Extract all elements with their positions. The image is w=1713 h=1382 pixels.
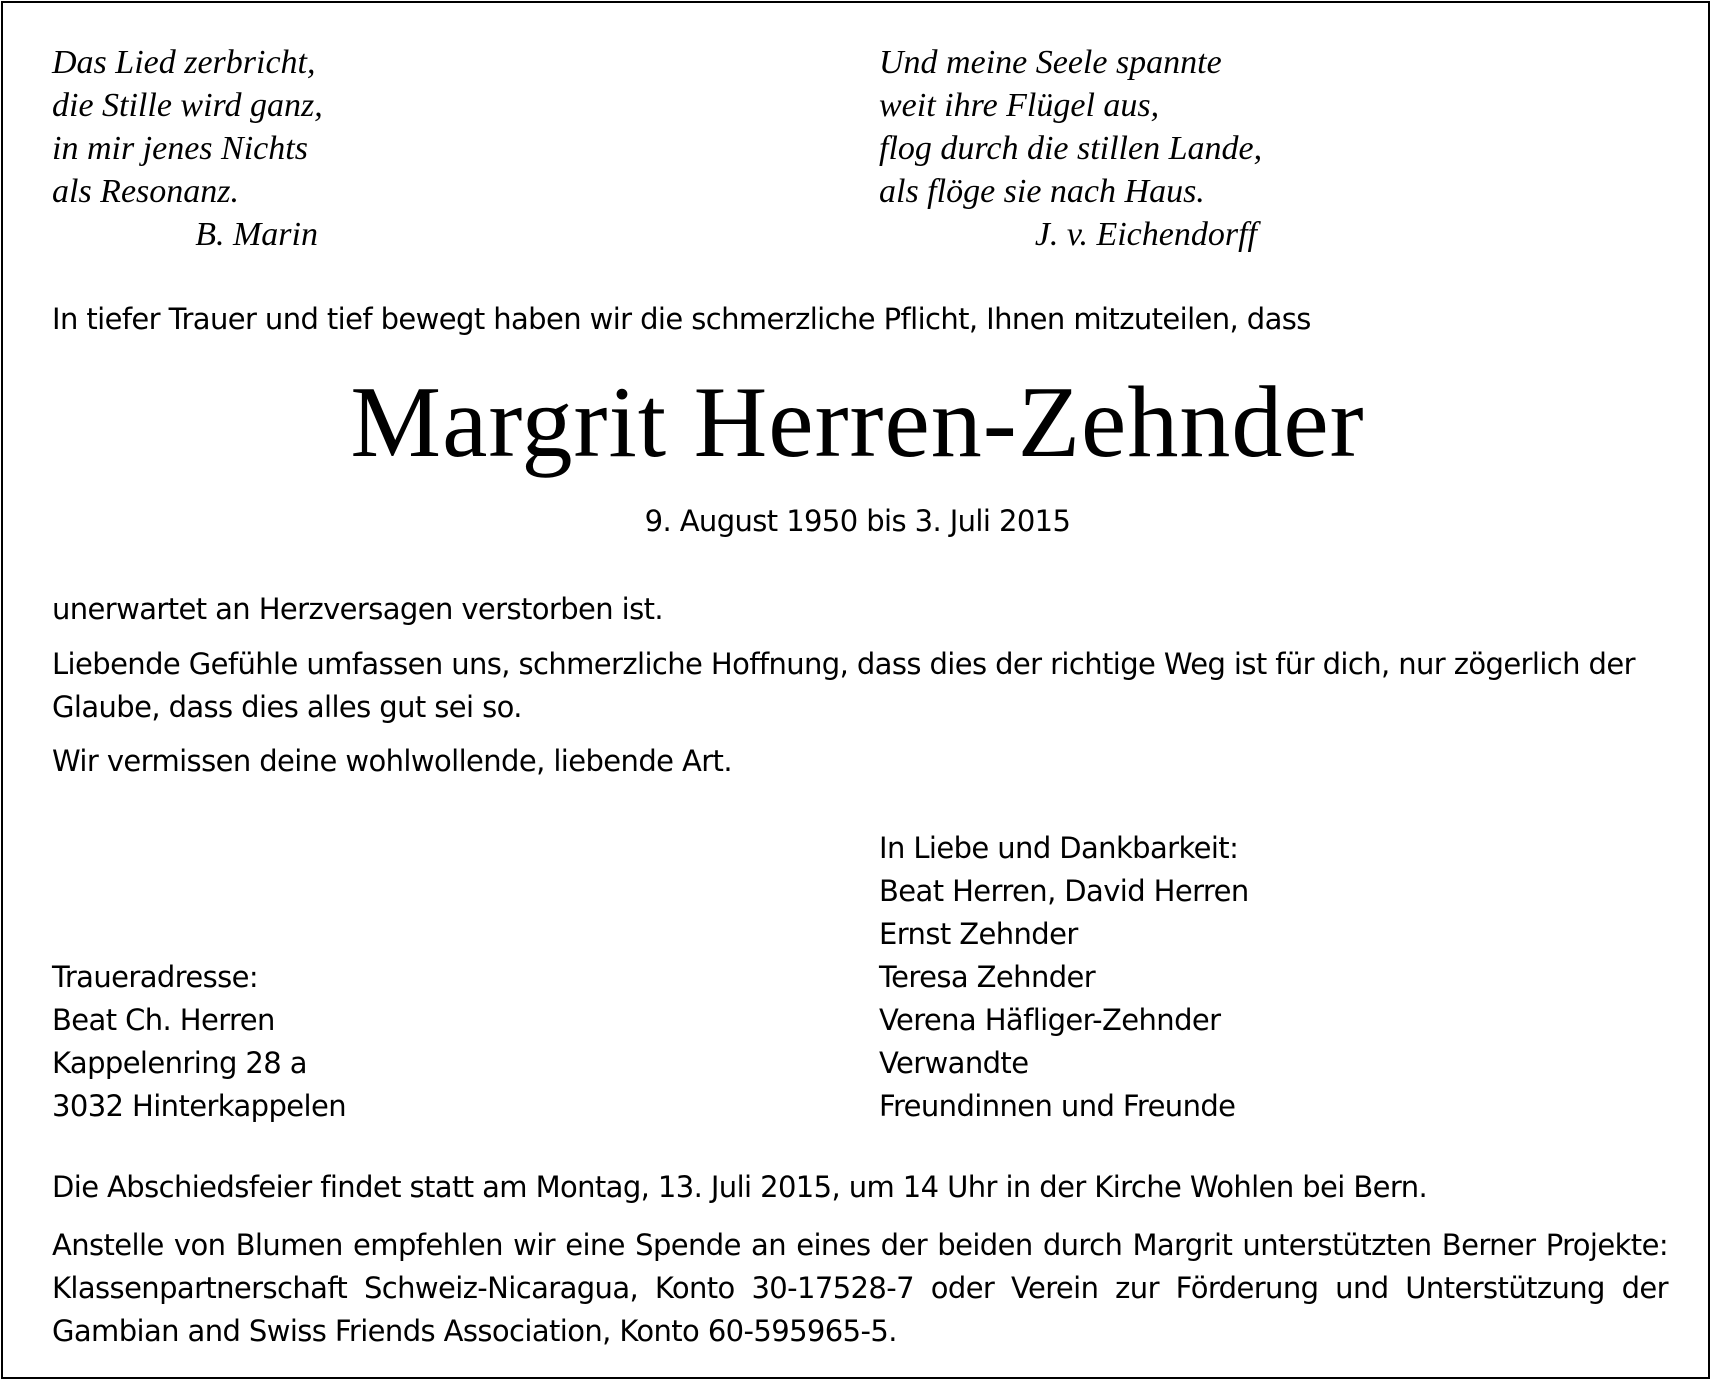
mourner-name: Ernst Zehnder xyxy=(879,917,1078,951)
poem-line: Und meine Seele spannte xyxy=(879,44,1222,81)
poem-line: als Resonanz. xyxy=(52,173,239,210)
ceremony-info: Die Abschiedsfeier findet statt am Montag, 13. Juli 2015, um 14 Uhr in der Kirche Wohlen bei Bern. xyxy=(52,1170,1428,1204)
poem-line: als flöge sie nach Haus. xyxy=(879,173,1205,210)
mourner-name: Verwandte xyxy=(879,1046,1029,1080)
poem-line: Das Lied zerbricht, xyxy=(52,44,316,81)
address-line: Kappelenring 28 a xyxy=(52,1046,307,1080)
deceased-name: Margrit Herren-Zehnder xyxy=(350,366,1365,479)
poem-line: in mir jenes Nichts xyxy=(52,130,308,167)
miss-statement: Wir vermissen deine wohlwollende, liebende Art. xyxy=(52,744,732,778)
poem-right xyxy=(879,41,1263,256)
mourning-address xyxy=(52,956,346,1128)
death-statement: unerwartet an Herzversagen verstorben ist. xyxy=(52,592,664,626)
mourner-name: Beat Herren, David Herren xyxy=(879,874,1249,908)
mourners-list xyxy=(879,827,1249,1128)
feelings-paragraph: Liebende Gefühle umfassen uns, schmerzliche Hoffnung, dass dies der richtige Weg ist für dich, nur zögerlich der Glaube, dass dies alles gut sei so. xyxy=(52,647,1635,724)
mourner-name: Freundinnen und Freunde xyxy=(879,1089,1236,1123)
address-line: 3032 Hinterkappelen xyxy=(52,1089,346,1123)
poem-line: weit ihre Flügel aus, xyxy=(879,87,1160,124)
poem-left xyxy=(52,41,323,256)
mourner-name: Verena Häfliger-Zehnder xyxy=(879,1003,1221,1037)
poem-author: J. v. Eichendorff xyxy=(1034,216,1257,253)
mourners-heading: In Liebe und Dankbarkeit: xyxy=(879,831,1239,865)
poem-line: flog durch die stillen Lande, xyxy=(879,130,1263,167)
life-dates: 9. August 1950 bis 3. Juli 2015 xyxy=(644,504,1071,538)
donation-paragraph: Anstelle von Blumen empfehlen wir eine Spende an eines der beiden durch Margrit unterstützten Berner Projekte: Klassenpartnerschaft Schweiz-Nicaragua, Konto 30-17528-7 oder Verein zur Förderung und Unterstützung der Gambian and Swiss Friends Association, Konto 60-595965-5. xyxy=(52,1228,1668,1348)
address-heading: Traueradresse: xyxy=(52,960,259,994)
obituary-notice xyxy=(1,1,1710,1379)
mourner-name: Teresa Zehnder xyxy=(879,960,1096,994)
intro-text: In tiefer Trauer und tief bewegt haben wir die schmerzliche Pflicht, Ihnen mitzuteilen, dass xyxy=(52,302,1311,336)
poem-author: B. Marin xyxy=(195,216,318,253)
address-line: Beat Ch. Herren xyxy=(52,1003,275,1037)
poem-line: die Stille wird ganz, xyxy=(52,87,323,124)
